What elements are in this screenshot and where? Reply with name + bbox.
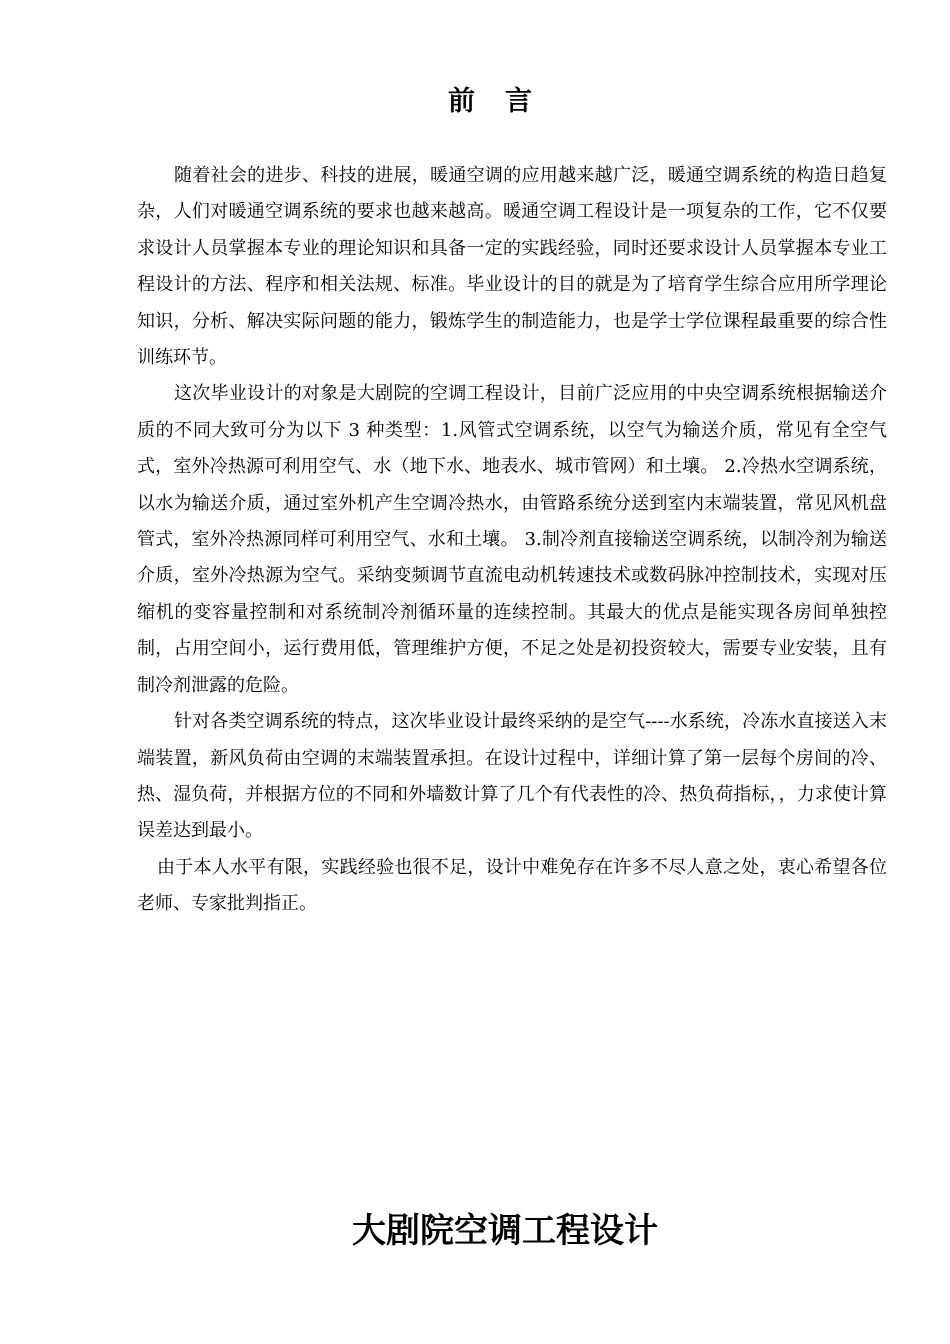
- preface-paragraph-3: 针对各类空调系统的特点，这次毕业设计最终采纳的是空气----水系统，冷冻水直接送入末端装置，新风负荷由空调的末端装置承担。在设计过程中，详细计算了第一层每个房间的冷、热、湿负荷，并根据方位的不同和外墙数计算了几个有代表性的冷、热负荷指标，，力求使计算误差达到最小。: [137, 711, 887, 842]
- preface-paragraph-4: 由于本人水平有限，实践经验也很不足，设计中难免存在许多不尽人意之处，衷心希望各位老师、专家批判指正。: [137, 856, 887, 915]
- preface-body: [137, 158, 887, 923]
- preface-paragraph-2: 这次毕业设计的对象是大剧院的空调工程设计，目前广泛应用的中央空调系统根据输送介质的不同大致可分为以下 3 种类型：1.风管式空调系统，以空气为输送介质，常见有全空气式，室外冷热源可利用空气、水（地下水、地表水、城市管网）和土壤。 2.冷热水空调系统，以水为输送介质，通过室外机产生空调冷热水，由管路系统分送到室内末端装置，常见风机盘管式，室外冷热源同样可利用空气、水和土壤。 3.制冷剂直接输送空调系统，以制冷剂为输送介质，室外冷热源为空气。采纳变频调节直流电动机转速技术或数码脉冲控制技术，实现对压缩机的变容量控制和对系统制冷剂循环量的连续控制。其最大的优点是能实现各房间单独控制，占用空间小，运行费用低，管理维护方便，不足之处是初投资较大，需要专业安装，且有制冷剂泄露的危险。: [137, 383, 887, 696]
- document-title: 大剧院空调工程设计: [352, 1211, 658, 1251]
- preface-paragraph-1: 随着社会的进步、科技的进展，暖通空调的应用越来越广泛，暖通空调系统的构造日趋复杂，人们对暖通空调系统的要求也越来越高。暖通空调工程设计是一项复杂的工作，它不仅要求设计人员掌握本专业的理论知识和具备一定的实践经验，同时还要求设计人员掌握本专业工程设计的方法、程序和相关法规、标准。毕业设计的目的就是为了培育学生综合应用所学理论知识，分析、解决实际问题的能力，锻炼学生的制造能力，也是学士学位课程最重要的综合性训练环节。: [137, 165, 887, 369]
- preface-heading: 前言: [448, 86, 562, 117]
